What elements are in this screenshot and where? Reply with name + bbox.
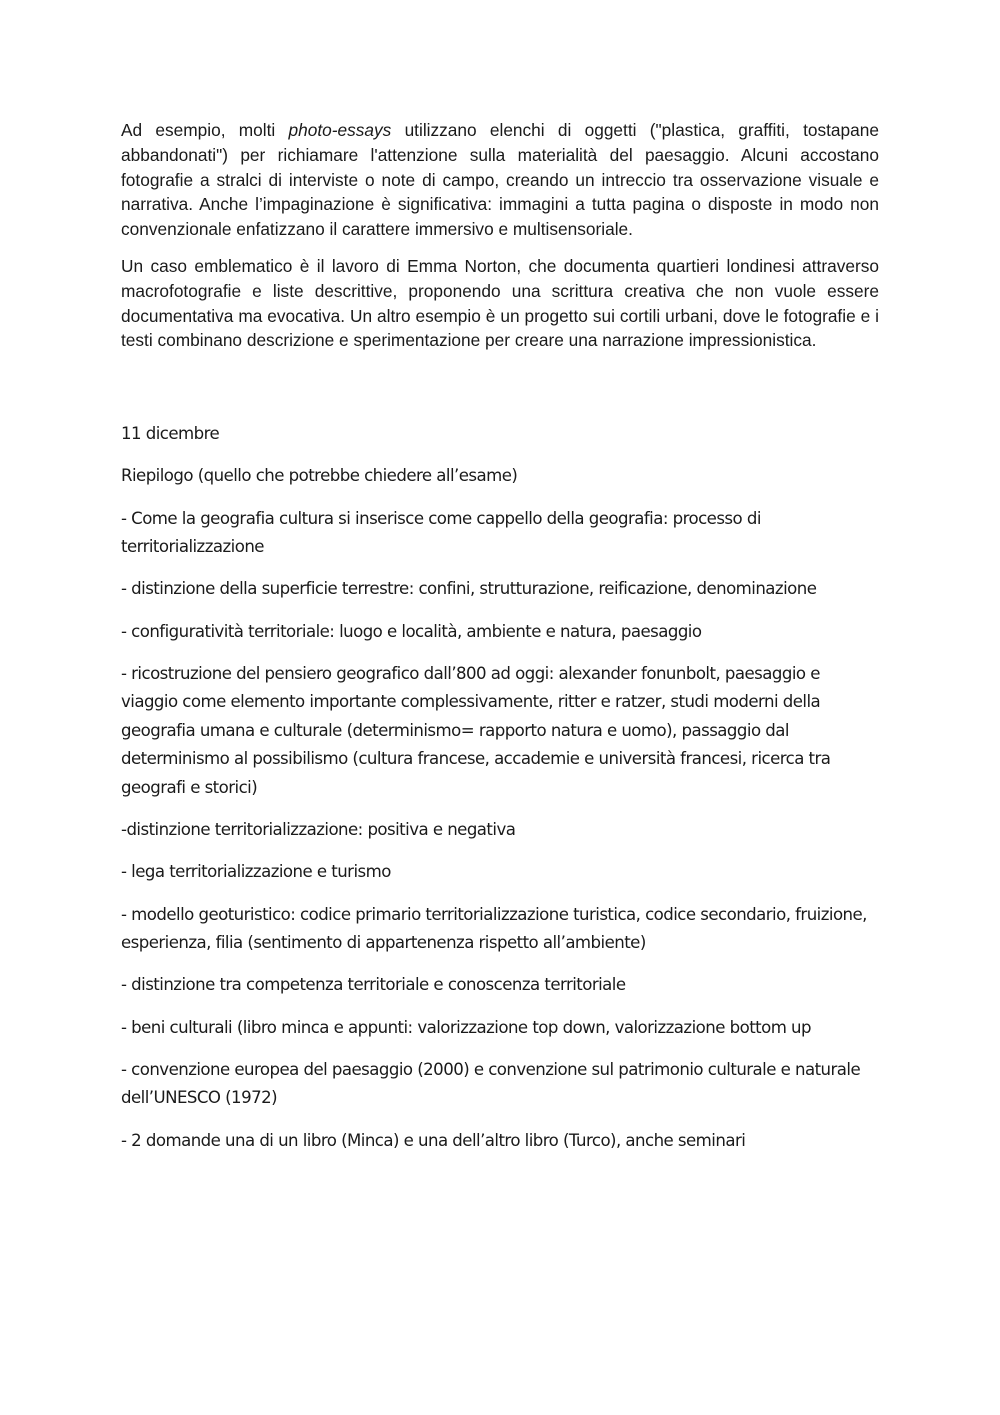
- paragraph-emma-norton: Un caso emblematico è il lavoro di Emma Norton, che documenta quartieri londinesi attraverso macrofotografie e liste descrittive, proponendo una scrittura creativa che non vuole essere documentativa ma evocativa. Un altro esempio è un progetto sui cortili urbani, dove le fotografie e i testi combinano descrizione e sperimentazione per creare una narrazione impressionistica.: [121, 255, 879, 351]
- document-page: [121, 118, 879, 1169]
- paragraph-text: utilizzano elenchi di oggetti ("plastica, graffiti, tostapane abbandonati") per richiamare l'attenzione sulla materialità del paesaggio. Alcuni accostano fotografie a stralci di interviste o note di campo, creando un intreccio tra osservazione visuale e narrativa. Anche l’impaginazione è significativa: immagini a tutta pagina o disposte in modo non convenzionale enfatizzano il carattere immersivo e multisensoriale.: [121, 120, 879, 240]
- notes-heading: Riepilogo (quello che potrebbe chiedere all’esame): [121, 466, 518, 486]
- list-item: - ricostruzione del pensiero geografico dall’800 ad oggi: alexander fonunbolt, paesaggio e viaggio come elemento importante complessivamente, ritter e ratzer, studi moderni della geografia umana e culturale (determinismo= rapporto natura e uomo), passaggio dal determinismo al possibilismo (cultura francese, accademie e università francesi, ricerca tra geografi e storici): [121, 663, 831, 798]
- list-item: - Come la geografia cultura si inserisce come cappello della geografia: processo di territorializzazione: [121, 508, 761, 557]
- list-item: -distinzione territorializzazione: positiva e negativa: [121, 820, 516, 840]
- paragraph-text: Ad esempio, molti: [121, 120, 289, 140]
- list-item: - beni culturali (libro minca e appunti: valorizzazione top down, valorizzazione bottom up: [121, 1017, 811, 1037]
- list-item: - convenzione europea del paesaggio (2000) e convenzione sul patrimonio culturale e naturale dell’UNESCO (1972): [121, 1059, 861, 1108]
- list-item: - modello geoturistico: codice primario territorializzazione turistica, codice secondario, fruizione, esperienza, filia (sentimento di appartenenza rispetto all’ambiente): [121, 904, 867, 953]
- list-item: - lega territorializzazione e turismo: [121, 862, 391, 882]
- list-item: - 2 domande una di un libro (Minca) e una dell’altro libro (Turco), anche seminari: [121, 1130, 746, 1150]
- notes-section: [121, 420, 879, 1155]
- list-item: - distinzione tra competenza territoriale e conoscenza territoriale: [121, 975, 626, 995]
- italic-term: photo-essays: [288, 120, 392, 140]
- notes-date: 11 dicembre: [121, 424, 220, 444]
- paragraph-photo-essays: [121, 118, 879, 242]
- list-item: - distinzione della superficie terrestre: confini, strutturazione, reificazione, denominazione: [121, 579, 817, 599]
- list-item: - configuratività territoriale: luogo e località, ambiente e natura, paesaggio: [121, 621, 702, 641]
